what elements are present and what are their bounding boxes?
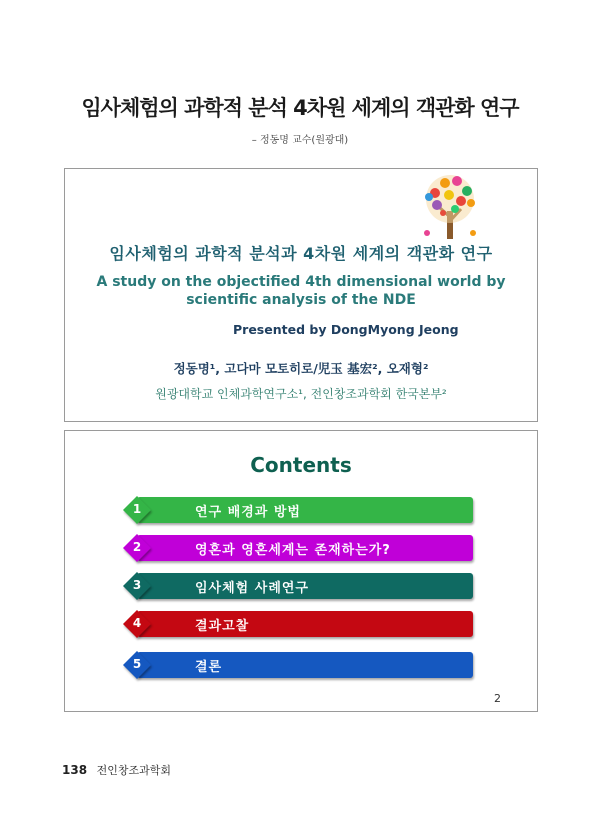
slide-number: 2 xyxy=(494,692,501,705)
contents-item-1 xyxy=(117,497,475,525)
contents-item-label: 영혼과 영혼세계는 존재하는가? xyxy=(195,543,391,558)
contents-item-3 xyxy=(117,573,475,601)
contents-item-bar xyxy=(137,652,473,678)
contents-item-5 xyxy=(117,652,475,680)
contents-item-label: 연구 배경과 방법 xyxy=(195,505,301,520)
title-slide xyxy=(64,168,538,422)
publication-name: 전인창조과학회 xyxy=(96,764,171,777)
contents-item-label: 결과고찰 xyxy=(195,619,250,634)
contents-item-bar xyxy=(137,611,473,637)
english-title: A study on the objectified 4th dimensional world by scientific analysis of the NDE xyxy=(96,274,506,308)
page-footer xyxy=(62,762,171,778)
contents-item-number: 4 xyxy=(132,616,142,630)
tree-illustration-icon xyxy=(415,173,485,241)
contents-item-bar xyxy=(137,497,473,523)
page-number: 138 xyxy=(62,763,88,777)
page-title: 임사체험의 과학적 분석 4차원 세계의 객관화 연구 xyxy=(81,96,519,120)
contents-item-label: 결론 xyxy=(195,660,223,675)
contents-item-number: 1 xyxy=(132,502,142,516)
contents-title: Contents xyxy=(250,453,352,477)
contents-item-4 xyxy=(117,611,475,639)
contents-slide xyxy=(64,430,538,712)
authors: 정동명¹, 고다마 모토히로/児玉 基宏², 오재형² xyxy=(173,361,429,376)
author-line: – 정동명 교수(원광대) xyxy=(251,135,349,146)
contents-item-number: 5 xyxy=(132,657,142,671)
contents-item-label: 임사체험 사례연구 xyxy=(195,581,309,596)
slide-title: 임사체험의 과학적 분석과 4차원 세계의 객관화 연구 xyxy=(109,244,493,263)
contents-item-number: 2 xyxy=(132,540,142,554)
contents-item-2 xyxy=(117,535,475,563)
presenter: Presented by DongMyong Jeong xyxy=(233,322,459,337)
contents-item-number: 3 xyxy=(132,578,142,592)
affiliations: 원광대학교 인체과학연구소¹, 전인창조과학회 한국본부² xyxy=(155,387,447,401)
